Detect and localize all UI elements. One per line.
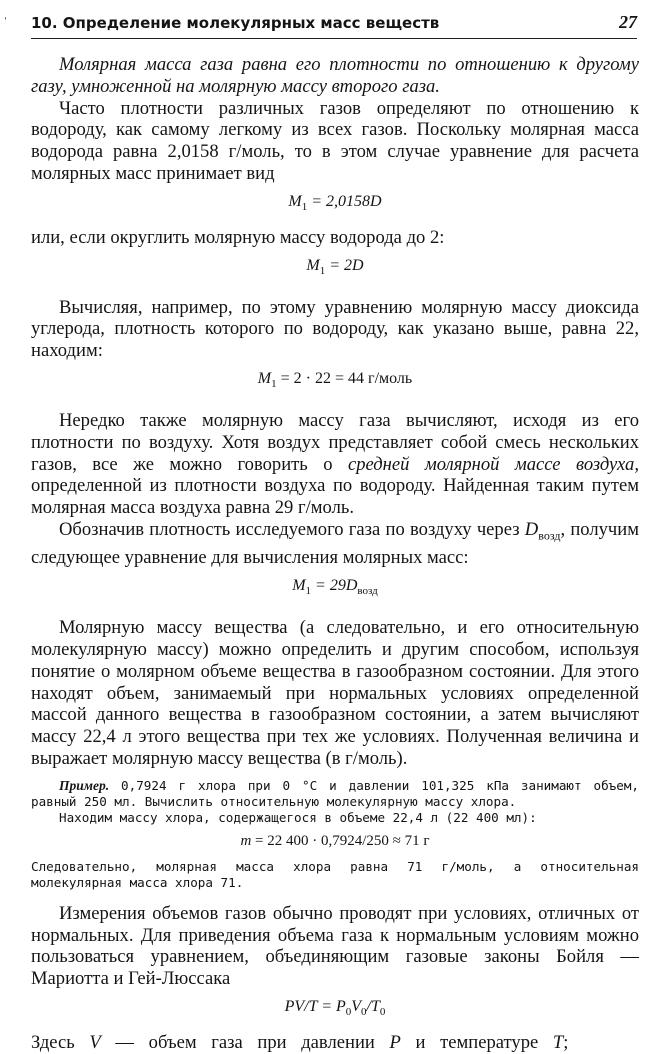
corner-mark: ' bbox=[4, 16, 7, 27]
example-conclusion: Следовательно, молярная масса хлора равна 71 г/моль, а относительная молекулярная масса хлора 71. bbox=[31, 858, 639, 890]
formula-co2: $M_1 = 2 \cdot 22 = 44$ г/моль bbox=[257, 369, 413, 391]
paragraph-molar-volume: Молярную массу вещества (а следовательно, и его относительную молекулярную массу) можно определить и другим способом, используя понятие о молярном объеме вещества в газообразном состоянии. Для этого находят объем, занимаемый при нормальных условиях определенной массой данного вещества в газообразном состоянии, а затем вычисляют массу 22,4 л этого вещества при тех же условиях. Полученная величина и выражает молярную массу вещества (в г/моль). bbox=[31, 617, 639, 769]
running-header bbox=[31, 12, 637, 34]
paragraph-co2: Вычисляя, например, по этому уравнению молярную массу диоксида углерода, плотность которого по водороду, как указано выше, равна 22, находим: bbox=[31, 296, 639, 362]
page-body bbox=[31, 54, 639, 1054]
formula-gas-law: $PV/T = P_0V_0/T_0$ bbox=[284, 997, 386, 1019]
page-number: 27 bbox=[619, 12, 637, 32]
section-title: 10. Определение молекулярных масс веществ bbox=[31, 14, 440, 32]
formula-air: $M_1 = 29D_{возд}$ bbox=[292, 577, 378, 598]
example-formula: m = 22 400 · 0,7924/250 ≈ 71 г bbox=[240, 832, 430, 849]
paragraph-round: или, если округлить молярную массу водорода до 2: bbox=[31, 226, 445, 248]
formula-hydrogen-exact: $M_1 = 2,0158D$ bbox=[288, 192, 382, 213]
paragraph-air-density: Обозначив плотность исследуемого газа по воздуху через $D_{возд}$, получим следующее уравнение для вычисления молярных масс: bbox=[31, 518, 639, 569]
formula-hydrogen-round: $M_1 = 2D$ bbox=[306, 256, 364, 277]
example-block bbox=[31, 778, 639, 891]
paragraph-air: Нередко также молярную массу газа вычисляют, исходя из его плотности по воздуху. Хотя воздух представляет собой смесь нескольких газов, все же можно говорить о средней молярной массе воздуха, определенной из плотности воздуха по водороду. Найденная таким путем молярная масса воздуха равна 29 г/моль. bbox=[31, 409, 639, 519]
paragraph-last-line: Здесь V — объем газа при давлении P и температуре T; bbox=[31, 1031, 569, 1053]
example-step: Находим массу хлора, содержащегося в объеме 22,4 л (22 400 мл): bbox=[59, 809, 537, 825]
example-statement: Пример. 0,7924 г хлора при 0 °С и давлении 101,325 кПа занимают объем, равный 250 мл. Вычислить относительную молекулярную массу хлора. bbox=[31, 777, 639, 809]
paragraph-hydrogen: Часто плотности различных газов определяют по отношению к водороду, как самому легкому из всех газов. Поскольку молярная масса водорода равна 2,0158 г/моль, то в этом случае уравнение для расчета молярных масс принимает вид bbox=[31, 97, 639, 184]
definition-italic: Молярная масса газа равна его плотности по отношению к другому газу, умноженной на молярную массу второго газа. bbox=[31, 54, 639, 97]
header-rule bbox=[31, 38, 637, 39]
paragraph-measurement: Измерения объемов газов обычно проводят при условиях, отличных от нормальных. Для приведения объема газа к нормальным условиям можно пользоваться уравнением, объединяющим газовые законы Бойля — Мариотта и Гей-Люссака bbox=[31, 902, 639, 990]
